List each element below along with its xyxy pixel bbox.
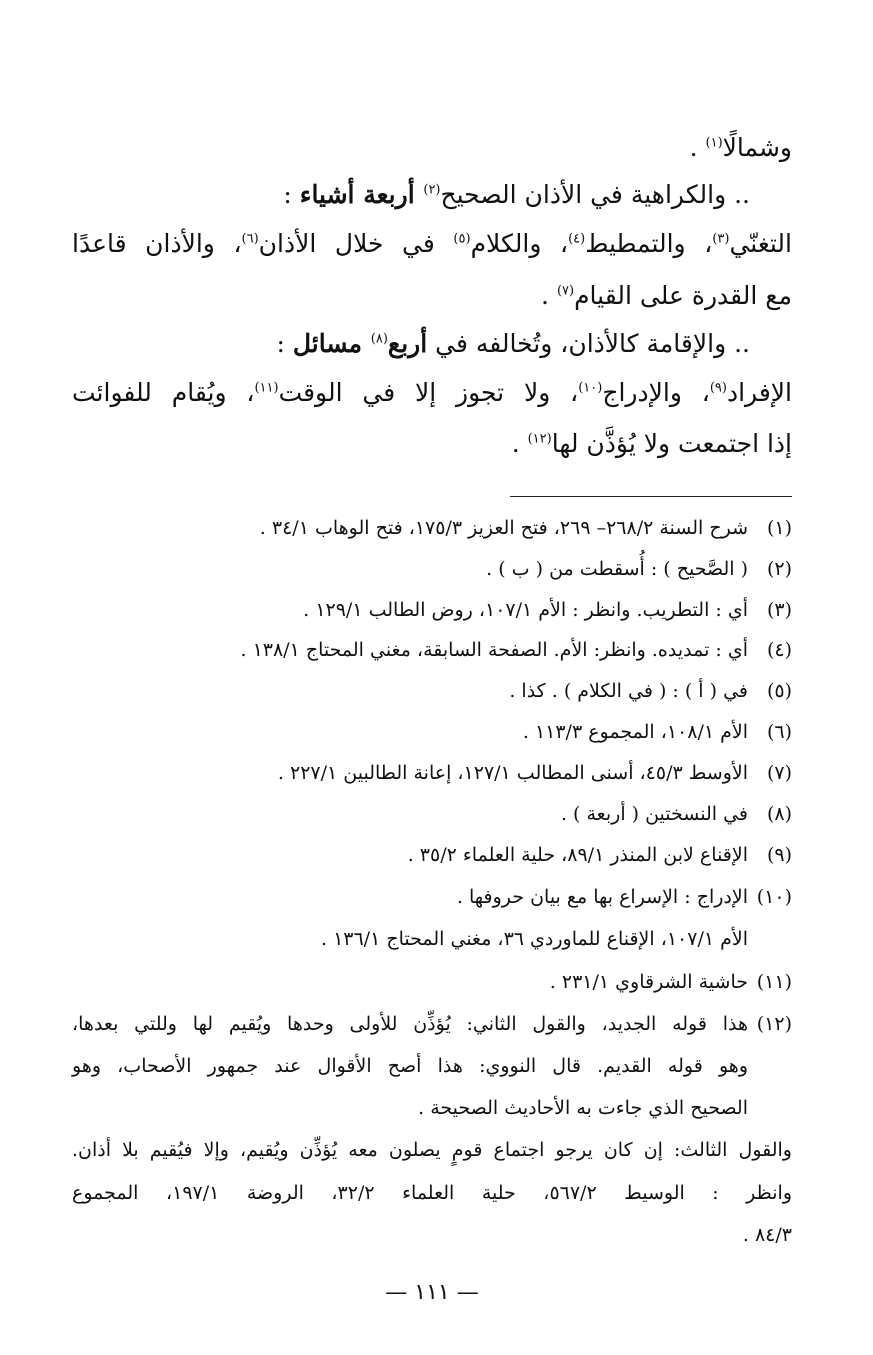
footnote-number: (٦) — [766, 721, 792, 743]
footnote-11 — [550, 968, 792, 996]
footnote-number: (٢) — [766, 558, 792, 580]
text-run: : — [276, 329, 293, 358]
book-page — [72, 0, 792, 1355]
footnote-text: الأوسط ٤٥/٣، أسنى المطالب ١٢٧/١، إعانة الطالبين ٢٢٧/١ . — [277, 762, 748, 784]
footnote-12 — [72, 1010, 792, 1038]
footnote-12-line-5: وانظر : الوسيط ٥٦٧/٢، حلية العلماء ٣٢/٢، الروضة ١٩٧/١، المجموع — [72, 1182, 792, 1204]
footnote-ref: (٦) — [241, 231, 259, 247]
footnote-9 — [408, 841, 792, 869]
page-number: — ١١١ — — [385, 1280, 479, 1305]
text-run: إذا اجتمعت ولا يُؤذَّن لها — [551, 429, 792, 458]
footnote-3 — [303, 596, 792, 624]
main-text-line-6 — [72, 373, 792, 413]
main-text-line-4 — [541, 276, 792, 316]
main-text-line-7 — [512, 424, 792, 464]
footnote-text: حاشية الشرقاوي ٢٣١/١ . — [549, 971, 748, 993]
footnote-7 — [278, 759, 792, 787]
footnote-number: (١٠) — [756, 886, 792, 908]
text-run: في خلال الأذان — [258, 229, 454, 258]
footnote-text: في النسختين ( أربعة ) . — [560, 803, 748, 825]
text-run: ، ويُقام للفوائت — [72, 378, 255, 407]
footnote-6 — [523, 718, 792, 746]
bold-text: أربع — [387, 329, 428, 358]
footnote-text: في ( أ ) : ( في الكلام ) . كذا . — [509, 680, 748, 702]
footnote-ref: (٧) — [556, 283, 575, 299]
footnote-number: (٧) — [766, 762, 792, 784]
text-run: . — [689, 133, 706, 162]
text-run: .. والكراهية في الأذان الصحيح — [440, 180, 750, 209]
main-text-line-3 — [72, 224, 792, 264]
footnote-5 — [509, 677, 792, 705]
footnote-ref: (٢) — [423, 182, 441, 198]
footnote-2 — [486, 555, 792, 583]
footnote-ref: (٣) — [712, 231, 730, 247]
text-run: . — [511, 429, 528, 458]
footnote-12-line-3: الصحيح الذي جاءت به الأحاديث الصحيحة . — [418, 1097, 748, 1119]
footnote-ref: (١٠) — [578, 380, 603, 396]
text-run: ، ولا تجوز إلا في الوقت — [278, 378, 579, 407]
footnote-separator — [510, 496, 792, 497]
footnote-12-line-4: والقول الثالث: إن كان يرجو اجتماع قومٍ يصلون معه يُؤذِّن ويُقيم، وإلا فيُقيم بلا أذان. — [72, 1139, 792, 1161]
footnote-number: (٥) — [766, 680, 792, 702]
footnote-number: (٨) — [766, 803, 792, 825]
footnote-ref: (٥) — [453, 231, 471, 247]
footnote-ref: (١١) — [254, 380, 279, 396]
footnote-10-continuation: الأم ١٠٧/١، الإقناع للماوردي ٣٦، مغني المحتاج ١٣٦/١ . — [320, 928, 748, 950]
footnote-text: أي : تمديده. وانظر: الأم. الصفحة السابقة، مغني المحتاج ١٣٨/١ . — [240, 639, 748, 661]
main-text-line-1 — [690, 128, 792, 168]
footnote-ref: (١٢) — [527, 431, 552, 447]
text-run: ، والكلام — [470, 229, 569, 258]
footnote-1 — [260, 514, 792, 542]
footnote-number: (٩) — [766, 844, 792, 866]
footnote-number: (١) — [766, 517, 792, 539]
footnote-number: (١٢) — [756, 1013, 792, 1035]
text-run: ، والتمطيط — [585, 229, 713, 258]
footnote-text: أي : التطريب. وانظر : الأم ١٠٧/١، روض الطالب ١٢٩/١ . — [303, 599, 748, 621]
footnote-4 — [240, 636, 792, 664]
footnote-12-line-2: وهو قوله القديم. قال النووي: هذا أصح الأقوال عند جمهور الأصحاب، وهو — [72, 1055, 748, 1077]
footnote-ref: (١) — [705, 135, 723, 151]
footnote-number: (١١) — [756, 971, 792, 993]
text-run: ، والأذان قاعدًا — [72, 229, 242, 258]
footnote-number: (٣) — [766, 599, 792, 621]
text-run: ، والإدراج — [602, 378, 710, 407]
footnote-text: الإقناع لابن المنذر ٨٩/١، حلية العلماء ٣٥/٢ . — [407, 844, 748, 866]
text-run: : — [283, 180, 300, 209]
footnote-text: الأم ١٠٨/١، المجموع ١١٣/٣ . — [522, 721, 748, 743]
bold-text: مسائل — [292, 329, 371, 358]
text-run: الإفراد — [726, 378, 792, 407]
text-run: مع القدرة على القيام — [574, 281, 792, 310]
footnote-10 — [457, 883, 792, 911]
footnote-12-line-6: ٨٤/٣ . — [742, 1224, 792, 1246]
text-run: .. والإقامة كالأذان، وتُخالفه في — [427, 329, 750, 358]
footnote-number: (٤) — [766, 639, 792, 661]
footnote-text: الإدراج : الإسراع بها مع بيان حروفها . — [456, 886, 748, 908]
footnote-text: هذا قوله الجديد، والقول الثاني: يُؤذِّن للأولى وحدها ويُقيم لها وللتي بعدها، — [72, 1013, 748, 1035]
footnote-text: ( الصَّحيح ) : أُسقطت من ( ب ) . — [486, 558, 748, 580]
text-run: . — [541, 281, 557, 310]
main-text-line-5 — [276, 324, 750, 364]
bold-text: أربعة أشياء — [299, 180, 424, 209]
footnote-8 — [561, 800, 792, 828]
footnote-ref: (٤) — [568, 231, 586, 247]
footnote-ref: (٨) — [370, 331, 388, 347]
footnote-ref: (٩) — [709, 380, 727, 396]
text-run: التغنّي — [729, 229, 792, 258]
text-run: وشمالًا — [722, 133, 792, 162]
main-text-line-2 — [283, 175, 750, 215]
footnote-text: شرح السنة ٢٦٨/٢– ٢٦٩، فتح العزيز ١٧٥/٣، فتح الوهاب ٣٤/١ . — [259, 517, 748, 539]
